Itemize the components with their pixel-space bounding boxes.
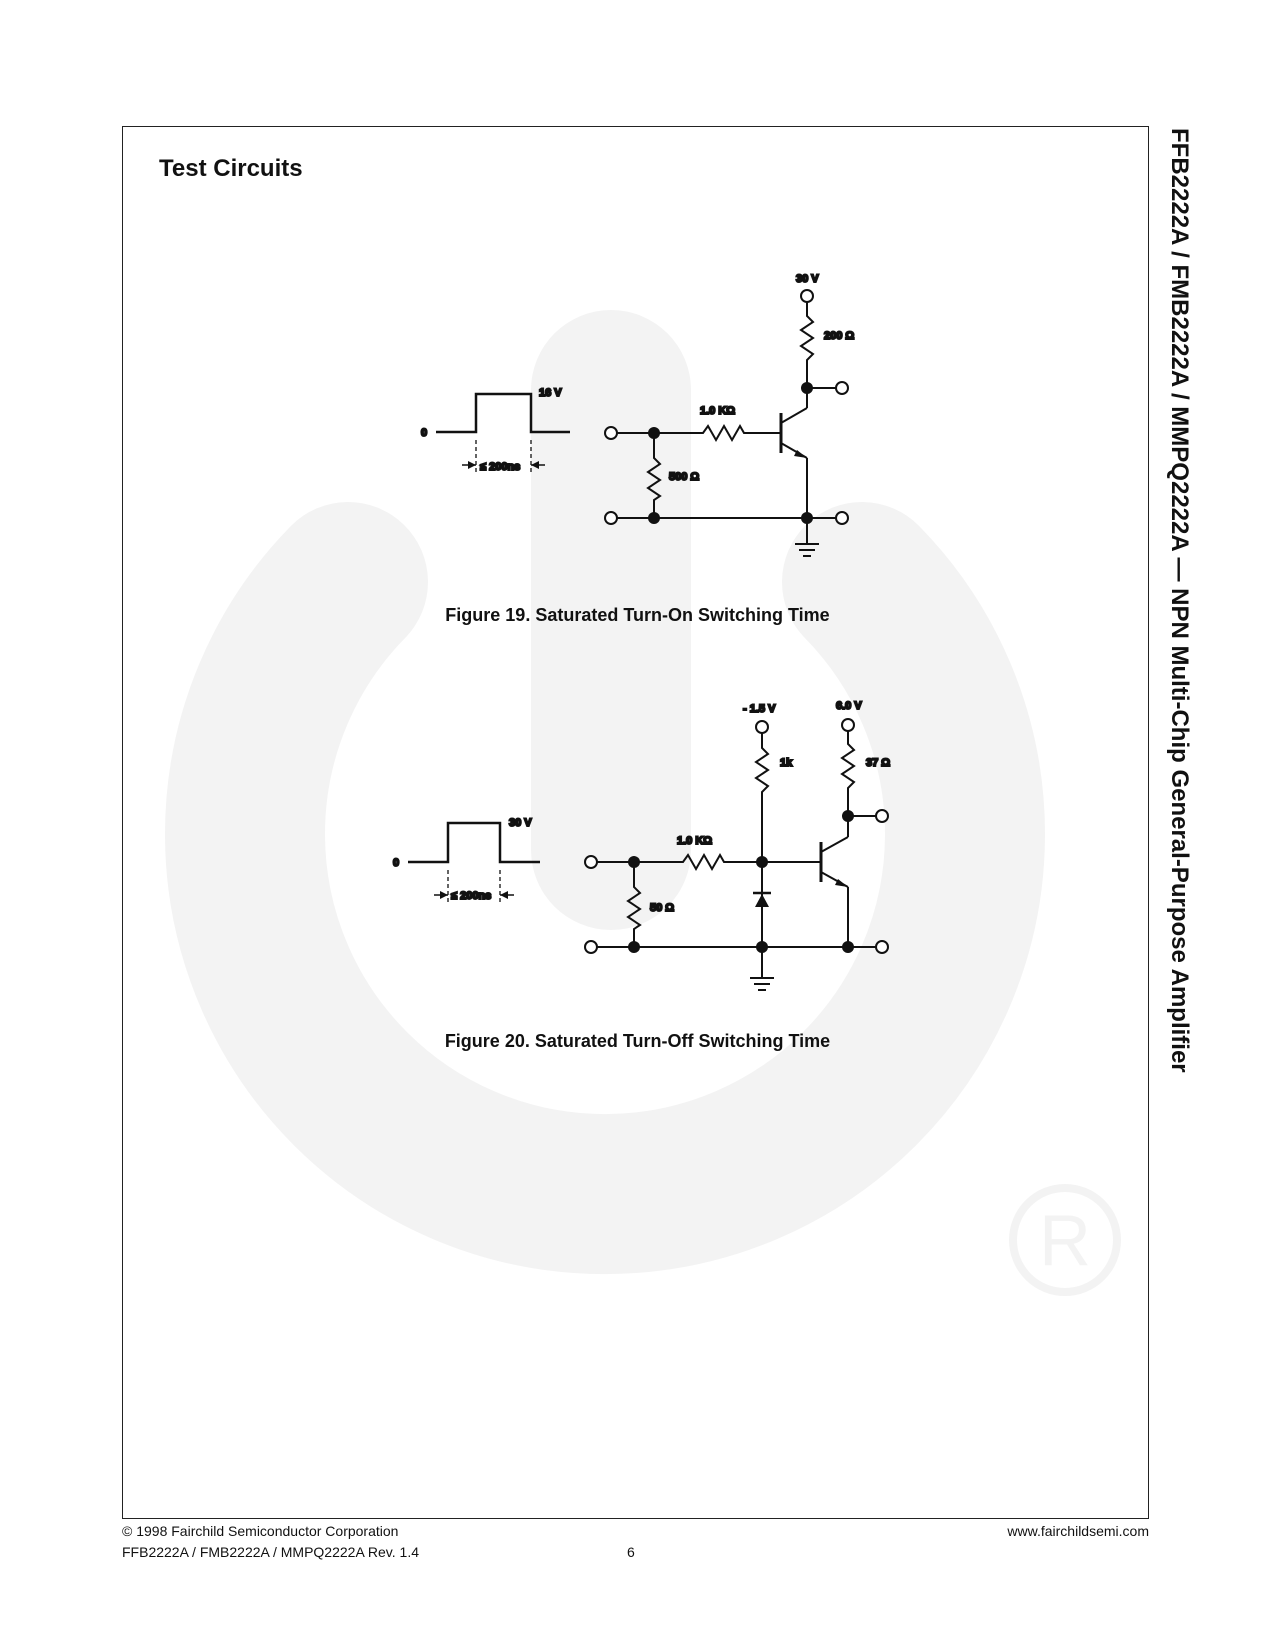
figure20-base-resistor: [670, 855, 821, 869]
figure20-ground-symbol: [750, 978, 774, 990]
vertical-document-title: FFB2222A / FMB2222A / MMPQ2222A — NPN Multi-Chip General-Purpose Amplifier: [1166, 128, 1193, 1073]
figure20-output-ground-terminal: [876, 941, 888, 953]
copyright-notice: © 1998 Fairchild Semiconductor Corporation: [122, 1523, 399, 1539]
figure20-bias-resistor-label: 1k: [780, 757, 793, 769]
section-title: Test Circuits: [159, 155, 303, 182]
figure19-input-resistor-label: 500 Ω: [669, 471, 700, 483]
figure20-collector-resistor: [842, 731, 854, 816]
figure20-supply-label: 6.0 V: [836, 700, 862, 712]
figure20-ground-terminal: [585, 941, 597, 953]
figure19-pulse-high-label: 16 V: [539, 387, 562, 399]
figure20-npn-transistor: [821, 837, 848, 887]
figure20-collector-resistor-label: 37 Ω: [866, 757, 891, 769]
figure19-pulse-zero-label: 0: [421, 427, 428, 439]
figure20-bias-supply-label: - 1.5 V: [743, 703, 776, 715]
revision-label: FFB2222A / FMB2222A / MMPQ2222A Rev. 1.4: [122, 1544, 420, 1560]
figure20-bias-supply-terminal: [756, 721, 768, 733]
figure20-bias-resistor: [756, 733, 768, 862]
figure20-input-terminal: [585, 856, 597, 868]
figure20-caption: Figure 20. Saturated Turn-Off Switching Time: [444, 1031, 831, 1051]
figure20-output-terminal: [876, 810, 888, 822]
website-link[interactable]: www.fairchildsemi.com: [1007, 1523, 1149, 1539]
figure20-input-resistor: [628, 862, 640, 947]
figure20-pulse-high-label: 30 V: [509, 817, 532, 829]
figure20-clamp-diode: [753, 893, 771, 907]
figure20-input-resistor-label: 50 Ω: [650, 902, 675, 914]
svg-text:R: R: [1039, 1201, 1091, 1281]
figure19-base-resistor-label: 1.0 KΩ: [700, 405, 736, 417]
page-number: 6: [627, 1544, 635, 1560]
figure19-supply-label: 30 V: [796, 273, 819, 285]
figure20-pulse-zero-label: 0: [393, 857, 400, 869]
figure19-pulse-width-label: ≤ 200ns: [480, 461, 521, 473]
figure20-pulse-width-label: ≤ 200ns: [451, 890, 492, 902]
figure19-collector-resistor-label: 200 Ω: [824, 330, 855, 342]
figure20-base-resistor-label: 1.0 KΩ: [677, 835, 713, 847]
figure19-caption: Figure 19. Saturated Turn-On Switching Time: [445, 605, 830, 625]
figure20-supply-terminal: [842, 719, 854, 731]
